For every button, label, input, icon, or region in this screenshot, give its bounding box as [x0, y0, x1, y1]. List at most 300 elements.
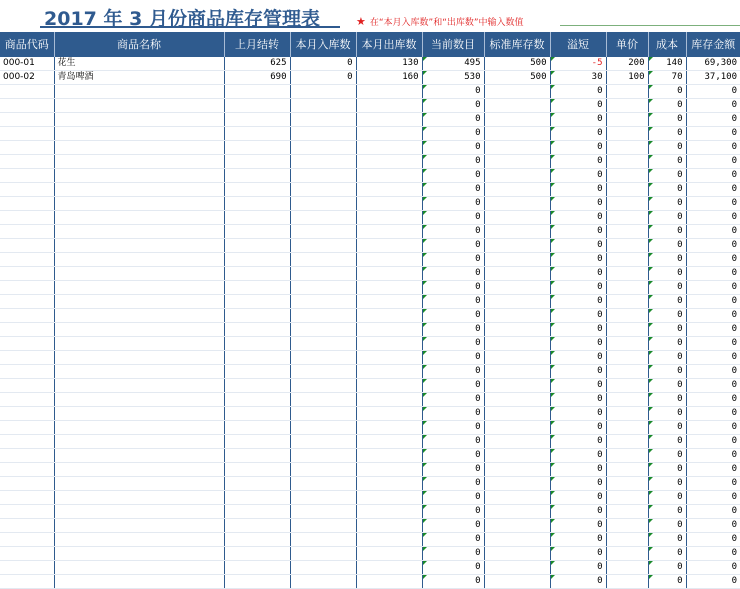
cell-cost[interactable]: 0	[648, 533, 686, 547]
cell-out[interactable]	[356, 561, 422, 575]
cell-out[interactable]	[356, 169, 422, 183]
cell-in[interactable]	[290, 225, 356, 239]
cell-amount[interactable]: 0	[686, 239, 740, 253]
cell-amount[interactable]: 0	[686, 547, 740, 561]
cell-last-month[interactable]	[224, 393, 290, 407]
cell-price[interactable]	[606, 155, 648, 169]
cell-in[interactable]	[290, 85, 356, 99]
cell-diff[interactable]: 0	[550, 267, 606, 281]
cell-code[interactable]	[0, 239, 54, 253]
cell-out[interactable]: 130	[356, 57, 422, 71]
cell-in[interactable]	[290, 113, 356, 127]
cell-in[interactable]	[290, 141, 356, 155]
cell-price[interactable]	[606, 547, 648, 561]
cell-code[interactable]	[0, 169, 54, 183]
cell-standard[interactable]	[484, 253, 550, 267]
cell-name[interactable]	[54, 295, 224, 309]
cell-in[interactable]	[290, 169, 356, 183]
cell-code[interactable]	[0, 449, 54, 463]
cell-code[interactable]	[0, 407, 54, 421]
cell-name[interactable]	[54, 519, 224, 533]
cell-price[interactable]	[606, 99, 648, 113]
cell-standard[interactable]: 500	[484, 71, 550, 85]
cell-in[interactable]	[290, 561, 356, 575]
cell-code[interactable]	[0, 533, 54, 547]
cell-in[interactable]	[290, 407, 356, 421]
cell-in[interactable]	[290, 197, 356, 211]
cell-diff[interactable]: 0	[550, 197, 606, 211]
cell-name[interactable]	[54, 561, 224, 575]
cell-diff[interactable]: 0	[550, 225, 606, 239]
cell-amount[interactable]: 0	[686, 393, 740, 407]
cell-code[interactable]	[0, 113, 54, 127]
cell-code[interactable]	[0, 155, 54, 169]
cell-name[interactable]	[54, 449, 224, 463]
cell-out[interactable]	[356, 85, 422, 99]
cell-name[interactable]: 青岛啤酒	[54, 71, 224, 85]
cell-in[interactable]	[290, 211, 356, 225]
cell-price[interactable]	[606, 365, 648, 379]
cell-current[interactable]: 0	[422, 575, 484, 589]
cell-diff[interactable]: 0	[550, 113, 606, 127]
cell-price[interactable]	[606, 253, 648, 267]
col-header-last-month[interactable]: 上月结转	[224, 32, 290, 57]
cell-diff[interactable]: 0	[550, 477, 606, 491]
cell-in[interactable]	[290, 533, 356, 547]
cell-current[interactable]: 0	[422, 337, 484, 351]
cell-price[interactable]	[606, 477, 648, 491]
cell-name[interactable]	[54, 547, 224, 561]
cell-last-month[interactable]	[224, 197, 290, 211]
cell-price[interactable]	[606, 393, 648, 407]
cell-code[interactable]	[0, 225, 54, 239]
cell-code[interactable]	[0, 365, 54, 379]
cell-last-month[interactable]	[224, 253, 290, 267]
cell-last-month[interactable]	[224, 155, 290, 169]
col-header-out[interactable]: 本月出库数	[356, 32, 422, 57]
cell-current[interactable]: 0	[422, 183, 484, 197]
cell-out[interactable]	[356, 309, 422, 323]
cell-standard[interactable]	[484, 295, 550, 309]
cell-diff[interactable]: 0	[550, 155, 606, 169]
cell-standard[interactable]	[484, 365, 550, 379]
cell-diff[interactable]: 0	[550, 239, 606, 253]
cell-in[interactable]	[290, 379, 356, 393]
cell-standard[interactable]	[484, 435, 550, 449]
cell-in[interactable]	[290, 463, 356, 477]
cell-in[interactable]	[290, 309, 356, 323]
cell-last-month[interactable]	[224, 309, 290, 323]
cell-out[interactable]	[356, 435, 422, 449]
cell-current[interactable]: 0	[422, 239, 484, 253]
cell-in[interactable]	[290, 337, 356, 351]
cell-in[interactable]	[290, 477, 356, 491]
cell-code[interactable]	[0, 477, 54, 491]
cell-cost[interactable]: 0	[648, 351, 686, 365]
cell-diff[interactable]: 0	[550, 491, 606, 505]
cell-cost[interactable]: 0	[648, 127, 686, 141]
cell-amount[interactable]: 0	[686, 295, 740, 309]
cell-name[interactable]	[54, 141, 224, 155]
cell-amount[interactable]: 0	[686, 85, 740, 99]
cell-last-month[interactable]	[224, 547, 290, 561]
cell-cost[interactable]: 0	[648, 85, 686, 99]
cell-current[interactable]: 0	[422, 351, 484, 365]
cell-price[interactable]	[606, 323, 648, 337]
cell-name[interactable]	[54, 225, 224, 239]
cell-price[interactable]	[606, 225, 648, 239]
cell-diff[interactable]: 0	[550, 561, 606, 575]
cell-price[interactable]	[606, 141, 648, 155]
cell-amount[interactable]: 0	[686, 141, 740, 155]
cell-standard[interactable]	[484, 183, 550, 197]
cell-code[interactable]	[0, 337, 54, 351]
cell-price[interactable]	[606, 337, 648, 351]
cell-cost[interactable]: 0	[648, 561, 686, 575]
cell-current[interactable]: 0	[422, 169, 484, 183]
cell-current[interactable]: 0	[422, 491, 484, 505]
cell-diff[interactable]: 0	[550, 127, 606, 141]
cell-cost[interactable]: 0	[648, 519, 686, 533]
cell-diff[interactable]: 0	[550, 533, 606, 547]
cell-cost[interactable]: 0	[648, 365, 686, 379]
cell-out[interactable]	[356, 421, 422, 435]
cell-standard[interactable]	[484, 127, 550, 141]
cell-amount[interactable]: 0	[686, 351, 740, 365]
cell-amount[interactable]: 0	[686, 309, 740, 323]
cell-diff[interactable]: 0	[550, 365, 606, 379]
cell-name[interactable]	[54, 183, 224, 197]
cell-last-month[interactable]	[224, 85, 290, 99]
cell-code[interactable]	[0, 561, 54, 575]
cell-amount[interactable]: 0	[686, 505, 740, 519]
cell-cost[interactable]: 0	[648, 435, 686, 449]
cell-amount[interactable]: 0	[686, 449, 740, 463]
cell-amount[interactable]: 0	[686, 281, 740, 295]
cell-code[interactable]	[0, 491, 54, 505]
cell-price[interactable]	[606, 267, 648, 281]
cell-diff[interactable]: 0	[550, 99, 606, 113]
cell-cost[interactable]: 0	[648, 99, 686, 113]
cell-amount[interactable]: 0	[686, 155, 740, 169]
cell-code[interactable]	[0, 379, 54, 393]
cell-in[interactable]	[290, 127, 356, 141]
cell-name[interactable]	[54, 267, 224, 281]
cell-out[interactable]: 160	[356, 71, 422, 85]
col-header-current[interactable]: 当前数目	[422, 32, 484, 57]
cell-cost[interactable]: 0	[648, 183, 686, 197]
cell-diff[interactable]: 0	[550, 281, 606, 295]
cell-last-month[interactable]: 625	[224, 57, 290, 71]
cell-last-month[interactable]	[224, 281, 290, 295]
cell-amount[interactable]: 0	[686, 99, 740, 113]
cell-amount[interactable]: 0	[686, 113, 740, 127]
cell-name[interactable]	[54, 491, 224, 505]
cell-last-month[interactable]	[224, 491, 290, 505]
cell-price[interactable]	[606, 85, 648, 99]
cell-current[interactable]: 0	[422, 99, 484, 113]
cell-name[interactable]	[54, 113, 224, 127]
cell-current[interactable]: 495	[422, 57, 484, 71]
cell-price[interactable]: 200	[606, 57, 648, 71]
cell-code[interactable]	[0, 197, 54, 211]
cell-last-month[interactable]	[224, 239, 290, 253]
cell-last-month[interactable]	[224, 337, 290, 351]
cell-price[interactable]	[606, 113, 648, 127]
cell-amount[interactable]: 0	[686, 477, 740, 491]
cell-out[interactable]	[356, 407, 422, 421]
cell-price[interactable]	[606, 183, 648, 197]
cell-standard[interactable]	[484, 379, 550, 393]
cell-price[interactable]	[606, 491, 648, 505]
cell-in[interactable]	[290, 547, 356, 561]
cell-in[interactable]	[290, 393, 356, 407]
cell-current[interactable]: 0	[422, 561, 484, 575]
cell-amount[interactable]: 0	[686, 491, 740, 505]
cell-price[interactable]	[606, 449, 648, 463]
cell-code[interactable]	[0, 141, 54, 155]
cell-last-month[interactable]	[224, 351, 290, 365]
cell-code[interactable]	[0, 505, 54, 519]
cell-cost[interactable]: 0	[648, 267, 686, 281]
cell-cost[interactable]: 140	[648, 57, 686, 71]
cell-price[interactable]: 100	[606, 71, 648, 85]
cell-cost[interactable]: 0	[648, 547, 686, 561]
col-header-in[interactable]: 本月入库数	[290, 32, 356, 57]
cell-name[interactable]	[54, 99, 224, 113]
cell-in[interactable]	[290, 505, 356, 519]
cell-name[interactable]	[54, 351, 224, 365]
cell-price[interactable]	[606, 533, 648, 547]
cell-diff[interactable]: 0	[550, 351, 606, 365]
cell-code[interactable]: 000-02	[0, 71, 54, 85]
cell-name[interactable]	[54, 85, 224, 99]
cell-out[interactable]	[356, 113, 422, 127]
cell-out[interactable]	[356, 463, 422, 477]
cell-current[interactable]: 0	[422, 449, 484, 463]
cell-out[interactable]	[356, 281, 422, 295]
cell-amount[interactable]: 0	[686, 421, 740, 435]
cell-diff[interactable]: 0	[550, 421, 606, 435]
cell-last-month[interactable]	[224, 463, 290, 477]
cell-name[interactable]	[54, 533, 224, 547]
cell-name[interactable]	[54, 463, 224, 477]
cell-price[interactable]	[606, 127, 648, 141]
cell-in[interactable]: 0	[290, 71, 356, 85]
cell-name[interactable]	[54, 323, 224, 337]
cell-cost[interactable]: 0	[648, 281, 686, 295]
cell-standard[interactable]	[484, 421, 550, 435]
cell-standard[interactable]	[484, 463, 550, 477]
cell-in[interactable]	[290, 421, 356, 435]
cell-amount[interactable]: 0	[686, 211, 740, 225]
cell-last-month[interactable]	[224, 323, 290, 337]
cell-current[interactable]: 0	[422, 519, 484, 533]
cell-diff[interactable]: 0	[550, 337, 606, 351]
cell-out[interactable]	[356, 99, 422, 113]
cell-code[interactable]	[0, 127, 54, 141]
col-header-amount[interactable]: 库存金额	[686, 32, 740, 57]
cell-out[interactable]	[356, 183, 422, 197]
cell-in[interactable]	[290, 281, 356, 295]
cell-out[interactable]	[356, 253, 422, 267]
cell-in[interactable]	[290, 155, 356, 169]
cell-code[interactable]: 000-01	[0, 57, 54, 71]
cell-out[interactable]	[356, 295, 422, 309]
cell-code[interactable]	[0, 463, 54, 477]
col-header-price[interactable]: 单价	[606, 32, 648, 57]
cell-name[interactable]	[54, 435, 224, 449]
cell-price[interactable]	[606, 463, 648, 477]
cell-in[interactable]	[290, 267, 356, 281]
cell-cost[interactable]: 0	[648, 477, 686, 491]
cell-amount[interactable]: 0	[686, 225, 740, 239]
cell-last-month[interactable]	[224, 379, 290, 393]
cell-price[interactable]	[606, 505, 648, 519]
cell-name[interactable]: 花生	[54, 57, 224, 71]
cell-out[interactable]	[356, 127, 422, 141]
cell-standard[interactable]	[484, 491, 550, 505]
col-header-cost[interactable]: 成本	[648, 32, 686, 57]
cell-name[interactable]	[54, 393, 224, 407]
cell-current[interactable]: 0	[422, 281, 484, 295]
cell-standard[interactable]	[484, 99, 550, 113]
col-header-code[interactable]: 商品代码	[0, 32, 54, 57]
cell-name[interactable]	[54, 197, 224, 211]
cell-price[interactable]	[606, 211, 648, 225]
cell-name[interactable]	[54, 127, 224, 141]
cell-current[interactable]: 0	[422, 547, 484, 561]
cell-diff[interactable]: 0	[550, 505, 606, 519]
cell-standard[interactable]	[484, 407, 550, 421]
cell-name[interactable]	[54, 379, 224, 393]
cell-current[interactable]: 0	[422, 225, 484, 239]
cell-amount[interactable]: 0	[686, 435, 740, 449]
cell-out[interactable]	[356, 449, 422, 463]
cell-current[interactable]: 530	[422, 71, 484, 85]
cell-out[interactable]	[356, 351, 422, 365]
cell-last-month[interactable]	[224, 421, 290, 435]
cell-standard[interactable]	[484, 393, 550, 407]
cell-diff[interactable]: -5	[550, 57, 606, 71]
cell-standard[interactable]	[484, 141, 550, 155]
cell-price[interactable]	[606, 421, 648, 435]
cell-diff[interactable]: 0	[550, 575, 606, 589]
cell-current[interactable]: 0	[422, 211, 484, 225]
cell-out[interactable]	[356, 323, 422, 337]
cell-diff[interactable]: 0	[550, 547, 606, 561]
cell-amount[interactable]: 0	[686, 379, 740, 393]
cell-name[interactable]	[54, 309, 224, 323]
cell-code[interactable]	[0, 435, 54, 449]
cell-out[interactable]	[356, 379, 422, 393]
cell-cost[interactable]: 0	[648, 169, 686, 183]
cell-amount[interactable]: 0	[686, 533, 740, 547]
cell-standard[interactable]	[484, 239, 550, 253]
cell-standard[interactable]	[484, 533, 550, 547]
cell-in[interactable]	[290, 365, 356, 379]
cell-diff[interactable]: 0	[550, 211, 606, 225]
cell-cost[interactable]: 0	[648, 407, 686, 421]
cell-diff[interactable]: 0	[550, 141, 606, 155]
cell-standard[interactable]	[484, 267, 550, 281]
cell-amount[interactable]: 37,100	[686, 71, 740, 85]
cell-last-month[interactable]	[224, 505, 290, 519]
cell-price[interactable]	[606, 309, 648, 323]
cell-code[interactable]	[0, 323, 54, 337]
cell-standard[interactable]	[484, 155, 550, 169]
cell-diff[interactable]: 0	[550, 295, 606, 309]
cell-diff[interactable]: 0	[550, 435, 606, 449]
col-header-name[interactable]: 商品名称	[54, 32, 224, 57]
cell-cost[interactable]: 70	[648, 71, 686, 85]
cell-out[interactable]	[356, 155, 422, 169]
cell-diff[interactable]: 0	[550, 463, 606, 477]
cell-standard[interactable]	[484, 197, 550, 211]
cell-name[interactable]	[54, 253, 224, 267]
cell-current[interactable]: 0	[422, 421, 484, 435]
cell-amount[interactable]: 0	[686, 407, 740, 421]
cell-name[interactable]	[54, 505, 224, 519]
col-header-standard[interactable]: 标准库存数	[484, 32, 550, 57]
cell-standard[interactable]	[484, 281, 550, 295]
cell-standard[interactable]	[484, 547, 550, 561]
cell-last-month[interactable]	[224, 113, 290, 127]
cell-code[interactable]	[0, 351, 54, 365]
cell-amount[interactable]: 0	[686, 463, 740, 477]
cell-out[interactable]	[356, 239, 422, 253]
cell-current[interactable]: 0	[422, 197, 484, 211]
cell-last-month[interactable]	[224, 183, 290, 197]
cell-cost[interactable]: 0	[648, 253, 686, 267]
cell-current[interactable]: 0	[422, 155, 484, 169]
cell-diff[interactable]: 0	[550, 519, 606, 533]
cell-last-month[interactable]	[224, 477, 290, 491]
cell-code[interactable]	[0, 295, 54, 309]
cell-out[interactable]	[356, 267, 422, 281]
cell-current[interactable]: 0	[422, 477, 484, 491]
cell-code[interactable]	[0, 253, 54, 267]
cell-out[interactable]	[356, 491, 422, 505]
cell-standard[interactable]	[484, 113, 550, 127]
cell-standard[interactable]	[484, 449, 550, 463]
cell-in[interactable]	[290, 253, 356, 267]
cell-name[interactable]	[54, 155, 224, 169]
cell-price[interactable]	[606, 351, 648, 365]
cell-current[interactable]: 0	[422, 323, 484, 337]
cell-diff[interactable]: 0	[550, 449, 606, 463]
cell-code[interactable]	[0, 393, 54, 407]
cell-current[interactable]: 0	[422, 309, 484, 323]
cell-amount[interactable]: 0	[686, 337, 740, 351]
cell-cost[interactable]: 0	[648, 323, 686, 337]
col-header-diff[interactable]: 溢短	[550, 32, 606, 57]
cell-in[interactable]	[290, 435, 356, 449]
cell-in[interactable]	[290, 295, 356, 309]
cell-last-month[interactable]	[224, 407, 290, 421]
cell-out[interactable]	[356, 211, 422, 225]
cell-name[interactable]	[54, 239, 224, 253]
cell-last-month[interactable]	[224, 449, 290, 463]
cell-out[interactable]	[356, 533, 422, 547]
cell-cost[interactable]: 0	[648, 239, 686, 253]
cell-current[interactable]: 0	[422, 435, 484, 449]
cell-diff[interactable]: 30	[550, 71, 606, 85]
cell-diff[interactable]: 0	[550, 309, 606, 323]
cell-code[interactable]	[0, 183, 54, 197]
cell-name[interactable]	[54, 477, 224, 491]
cell-cost[interactable]: 0	[648, 211, 686, 225]
